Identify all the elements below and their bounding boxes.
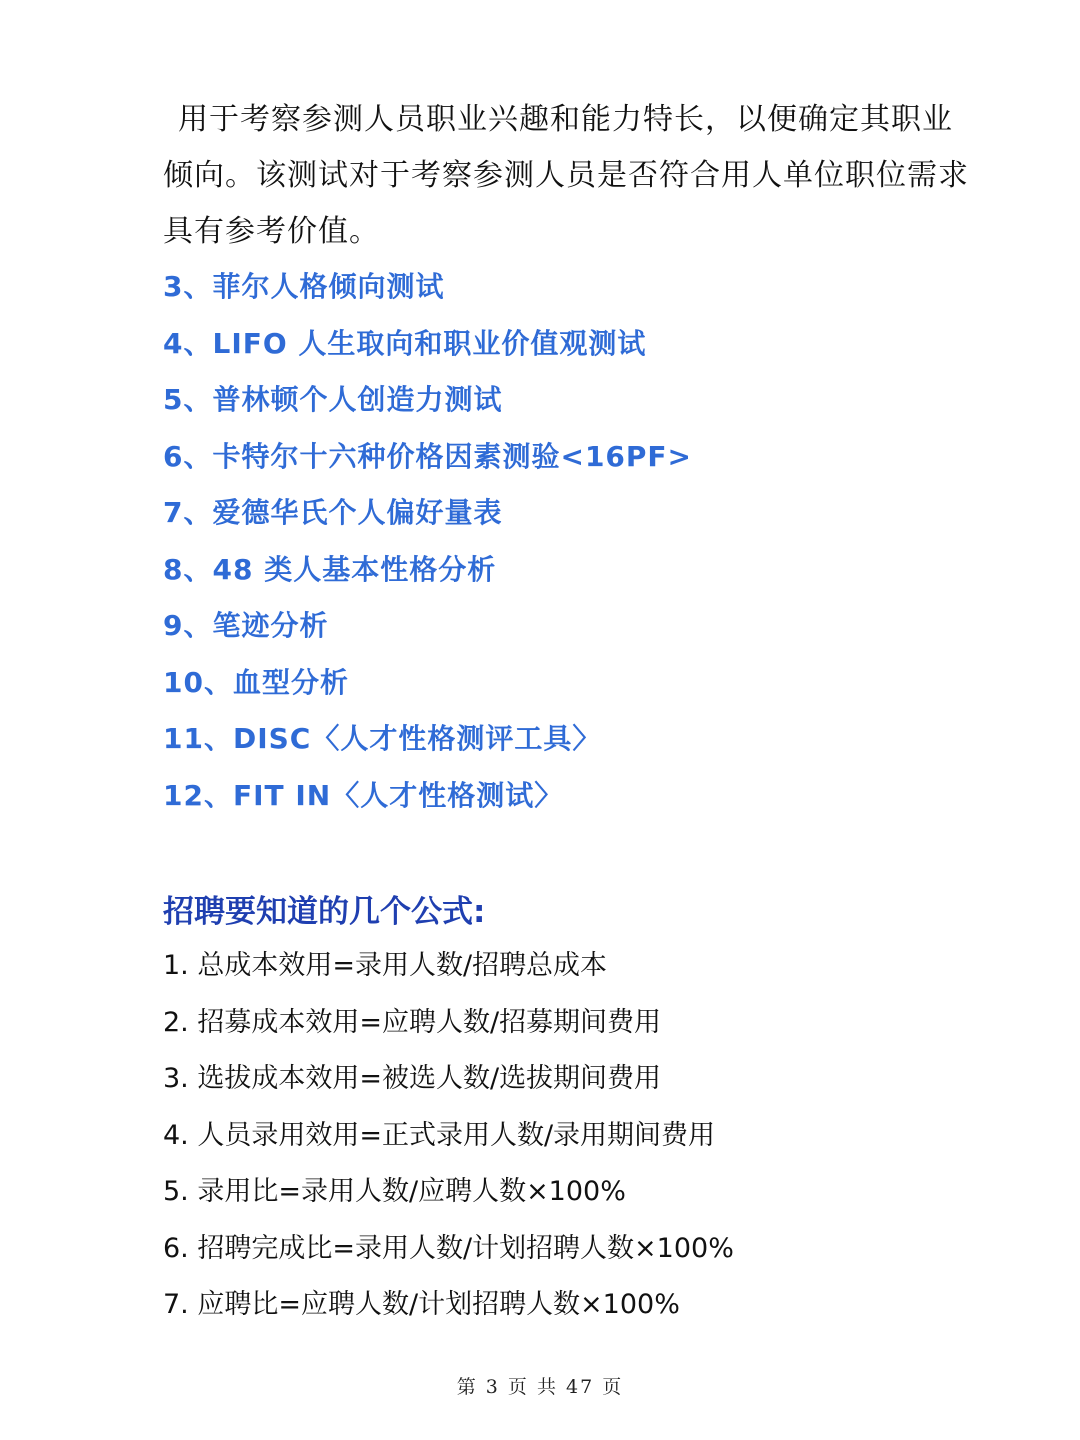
test-item: 11、DISC〈人才性格测评工具〉	[163, 722, 602, 755]
formula-item: 3. 选拔成本效用=被选人数/选拔期间费用	[163, 1063, 662, 1094]
test-list	[163, 259, 692, 824]
test-item: 5、普林顿个人创造力测试	[163, 383, 503, 416]
test-item: 4、LIFO 人生取向和职业价值观测试	[163, 326, 647, 360]
formulas-heading: 招聘要知道的几个公式:	[163, 894, 486, 930]
intro-line-1: 用于考察参测人员职业兴趣和能力特长，以便确定其职业	[178, 102, 953, 137]
formula-item: 5. 录用比=录用人数/应聘人数×100%	[163, 1176, 626, 1207]
formula-item: 4. 人员录用效用=正式录用人数/录用期间费用	[163, 1119, 716, 1151]
test-item: 8、48 类人基本性格分析	[163, 552, 497, 586]
formula-item: 1. 总成本效用=录用人数/招聘总成本	[163, 950, 608, 981]
test-item: 7、爱德华氏个人偏好量表	[163, 496, 503, 529]
test-item: 6、卡特尔十六种价格因素测验<16PF>	[163, 439, 693, 473]
intro-line-3: 具有参考价值。	[163, 214, 380, 249]
formula-item: 2. 招募成本效用=应聘人数/招募期间费用	[163, 1006, 662, 1038]
test-item: 9、笔迹分析	[163, 609, 329, 642]
test-item: 12、FIT IN〈人才性格测试〉	[163, 778, 564, 812]
formula-list	[163, 938, 734, 1334]
intro-paragraph	[163, 92, 969, 260]
intro-line-2: 倾向。该测试对于考察参测人员是否符合用人单位职位需求	[163, 158, 969, 193]
test-item: 3、菲尔人格倾向测试	[163, 270, 445, 303]
formula-item: 6. 招聘完成比=录用人数/计划招聘人数×100%	[163, 1232, 734, 1264]
formula-item: 7. 应聘比=应聘人数/计划招聘人数×100%	[163, 1289, 680, 1320]
page-number-footer: 第 3 页 共 47 页	[456, 1376, 624, 1398]
test-item: 10、血型分析	[163, 665, 349, 699]
